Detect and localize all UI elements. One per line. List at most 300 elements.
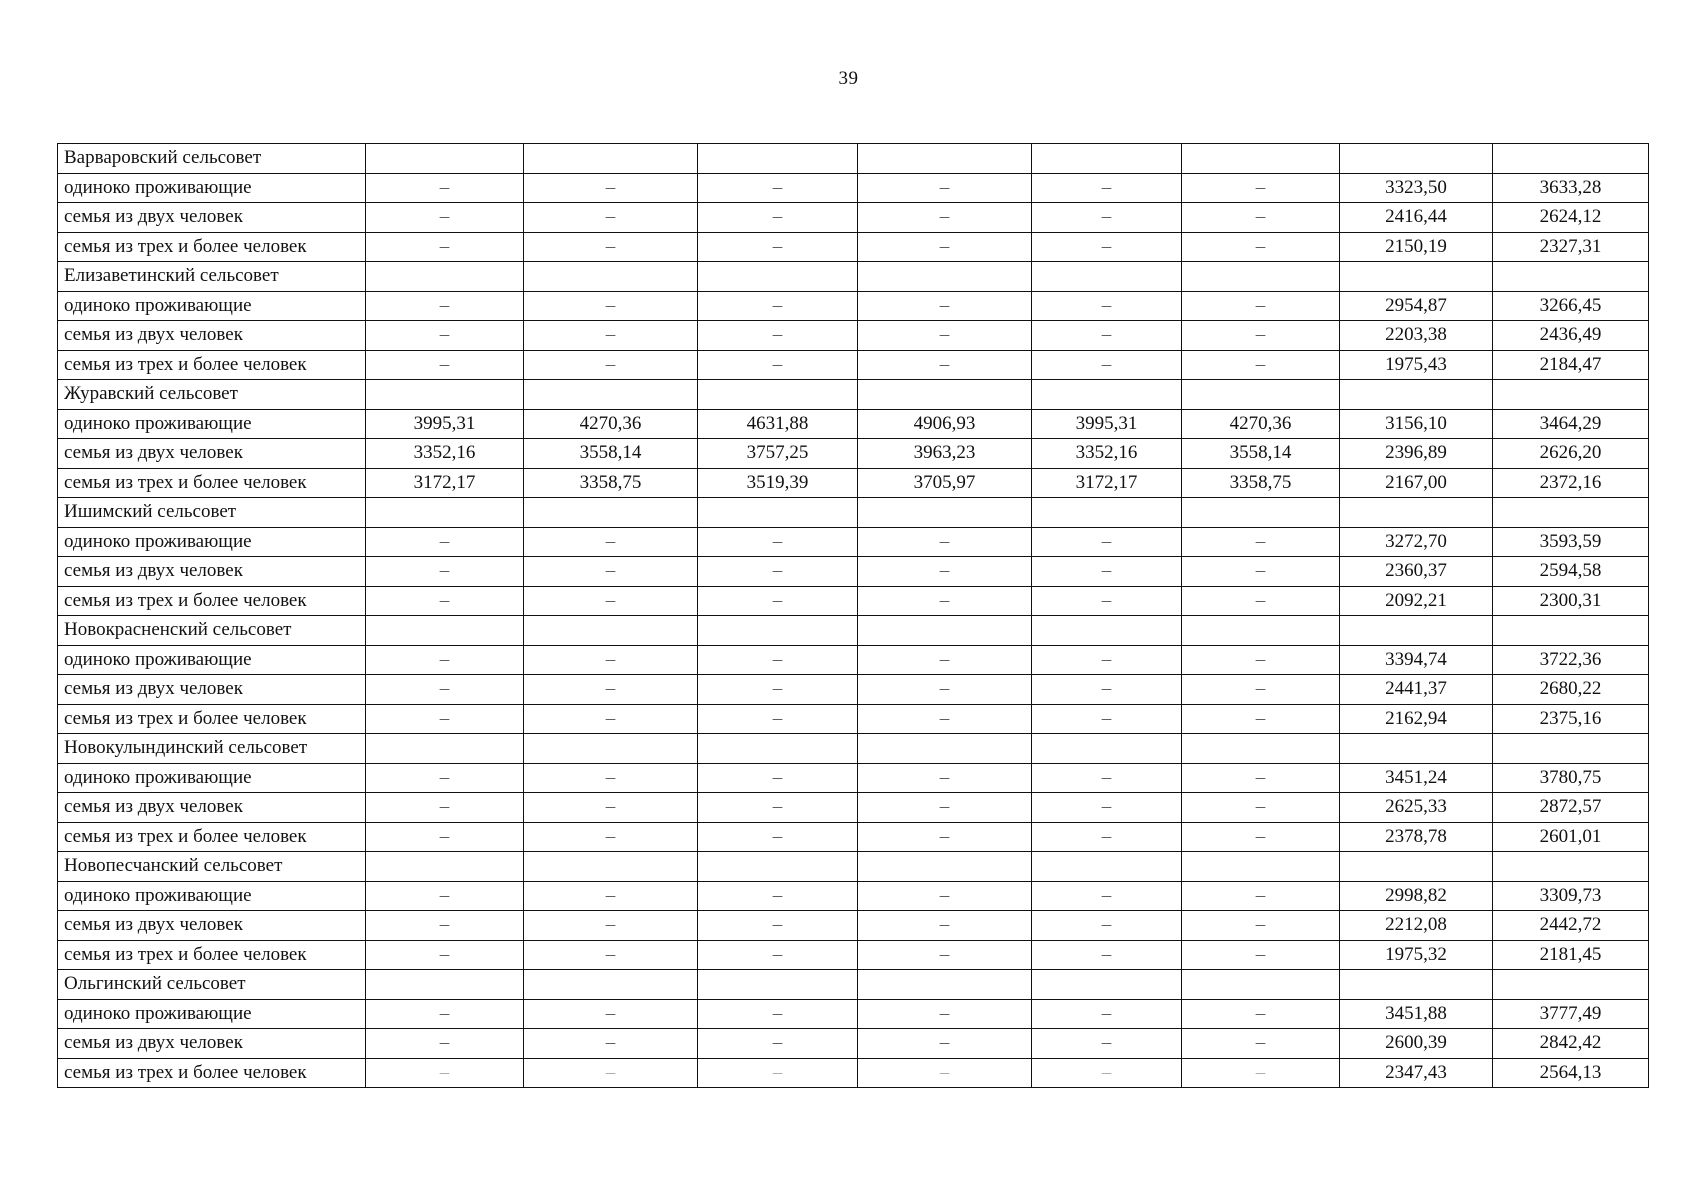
- value-cell: 3309,73: [1493, 881, 1649, 911]
- value-cell: 2626,20: [1493, 439, 1649, 469]
- value-cell: –: [858, 704, 1032, 734]
- value-cell: –: [858, 203, 1032, 233]
- value-cell: 2378,78: [1340, 822, 1493, 852]
- empty-cell: [1182, 144, 1340, 174]
- value-cell: 2625,33: [1340, 793, 1493, 823]
- value-cell: –: [366, 645, 524, 675]
- value-cell: –: [1182, 881, 1340, 911]
- row-label: семья из трех и более человек: [58, 1058, 366, 1088]
- empty-cell: [1493, 262, 1649, 292]
- empty-cell: [1182, 380, 1340, 410]
- value-cell: –: [858, 586, 1032, 616]
- value-cell: –: [698, 232, 858, 262]
- table-row: [58, 704, 1649, 734]
- value-cell: –: [858, 557, 1032, 587]
- value-cell: –: [858, 1029, 1032, 1059]
- value-cell: –: [524, 881, 698, 911]
- value-cell: –: [1182, 586, 1340, 616]
- value-cell: –: [366, 911, 524, 941]
- section-title: Варваровский сельсовет: [58, 144, 366, 174]
- value-cell: 2594,58: [1493, 557, 1649, 587]
- empty-cell: [366, 498, 524, 528]
- empty-cell: [524, 144, 698, 174]
- value-cell: –: [698, 704, 858, 734]
- value-cell: –: [366, 173, 524, 203]
- value-cell: 2601,01: [1493, 822, 1649, 852]
- value-cell: 2150,19: [1340, 232, 1493, 262]
- value-cell: 2436,49: [1493, 321, 1649, 351]
- value-cell: –: [524, 291, 698, 321]
- value-cell: –: [366, 321, 524, 351]
- section-header-row: [58, 262, 1649, 292]
- value-cell: –: [858, 350, 1032, 380]
- section-header-row: [58, 144, 1649, 174]
- value-cell: –: [1182, 793, 1340, 823]
- value-cell: –: [1182, 911, 1340, 941]
- value-cell: –: [1182, 1058, 1340, 1088]
- table-row: [58, 173, 1649, 203]
- empty-cell: [858, 144, 1032, 174]
- value-cell: –: [1032, 350, 1182, 380]
- section-title: Елизаветинский сельсовет: [58, 262, 366, 292]
- value-cell: –: [698, 203, 858, 233]
- value-cell: –: [1032, 1029, 1182, 1059]
- value-cell: –: [366, 586, 524, 616]
- value-cell: –: [1032, 704, 1182, 734]
- value-cell: 2375,16: [1493, 704, 1649, 734]
- value-cell: –: [698, 527, 858, 557]
- empty-cell: [366, 852, 524, 882]
- value-cell: 2360,37: [1340, 557, 1493, 587]
- value-cell: –: [1182, 675, 1340, 705]
- value-cell: –: [698, 350, 858, 380]
- row-label: одиноко проживающие: [58, 527, 366, 557]
- value-cell: –: [1032, 793, 1182, 823]
- value-cell: 2442,72: [1493, 911, 1649, 941]
- value-cell: –: [1032, 1058, 1182, 1088]
- value-cell: –: [698, 321, 858, 351]
- value-cell: –: [698, 881, 858, 911]
- value-cell: –: [1032, 822, 1182, 852]
- row-label: семья из двух человек: [58, 793, 366, 823]
- section-title: Новокулындинский сельсовет: [58, 734, 366, 764]
- value-cell: –: [366, 527, 524, 557]
- value-cell: 3593,59: [1493, 527, 1649, 557]
- value-cell: –: [524, 173, 698, 203]
- value-cell: –: [524, 645, 698, 675]
- row-label: семья из трех и более человек: [58, 350, 366, 380]
- empty-cell: [1493, 144, 1649, 174]
- value-cell: 3558,14: [524, 439, 698, 469]
- value-cell: –: [1032, 645, 1182, 675]
- empty-cell: [524, 616, 698, 646]
- value-cell: –: [698, 586, 858, 616]
- value-cell: 3394,74: [1340, 645, 1493, 675]
- value-cell: –: [524, 350, 698, 380]
- section-header-row: [58, 616, 1649, 646]
- table-row: [58, 232, 1649, 262]
- table-row: [58, 675, 1649, 705]
- empty-cell: [1032, 970, 1182, 1000]
- value-cell: –: [524, 321, 698, 351]
- value-cell: –: [698, 557, 858, 587]
- value-cell: –: [366, 881, 524, 911]
- value-cell: –: [1182, 940, 1340, 970]
- empty-cell: [1182, 970, 1340, 1000]
- value-cell: 2680,22: [1493, 675, 1649, 705]
- value-cell: –: [698, 173, 858, 203]
- value-cell: 2998,82: [1340, 881, 1493, 911]
- row-label: семья из двух человек: [58, 203, 366, 233]
- value-cell: –: [524, 527, 698, 557]
- section-header-row: [58, 498, 1649, 528]
- value-cell: –: [698, 822, 858, 852]
- section-title: Новокрасненский сельсовет: [58, 616, 366, 646]
- empty-cell: [858, 380, 1032, 410]
- empty-cell: [1032, 852, 1182, 882]
- value-cell: –: [366, 203, 524, 233]
- value-cell: –: [366, 940, 524, 970]
- value-cell: 1975,43: [1340, 350, 1493, 380]
- empty-cell: [524, 380, 698, 410]
- value-cell: –: [524, 675, 698, 705]
- value-cell: –: [1032, 763, 1182, 793]
- value-cell: –: [366, 793, 524, 823]
- empty-cell: [698, 144, 858, 174]
- table-row: [58, 291, 1649, 321]
- value-cell: –: [858, 999, 1032, 1029]
- value-cell: –: [1182, 704, 1340, 734]
- table-row: [58, 999, 1649, 1029]
- value-cell: –: [1182, 291, 1340, 321]
- empty-cell: [524, 852, 698, 882]
- value-cell: 3172,17: [366, 468, 524, 498]
- table-row: [58, 645, 1649, 675]
- value-cell: –: [366, 350, 524, 380]
- value-cell: –: [1182, 203, 1340, 233]
- table-row: [58, 822, 1649, 852]
- value-cell: –: [698, 1058, 858, 1088]
- table-row: [58, 439, 1649, 469]
- table-row: [58, 586, 1649, 616]
- row-label: семья из трех и более человек: [58, 586, 366, 616]
- value-cell: –: [524, 1029, 698, 1059]
- value-cell: –: [524, 911, 698, 941]
- value-cell: –: [1182, 557, 1340, 587]
- value-cell: –: [1032, 232, 1182, 262]
- value-cell: –: [858, 1058, 1032, 1088]
- value-cell: 2347,43: [1340, 1058, 1493, 1088]
- empty-cell: [1032, 262, 1182, 292]
- empty-cell: [858, 734, 1032, 764]
- empty-cell: [1340, 734, 1493, 764]
- empty-cell: [366, 616, 524, 646]
- table-row: [58, 468, 1649, 498]
- empty-cell: [1182, 616, 1340, 646]
- empty-cell: [1182, 262, 1340, 292]
- empty-cell: [1032, 616, 1182, 646]
- value-cell: 3519,39: [698, 468, 858, 498]
- value-cell: –: [1032, 586, 1182, 616]
- value-cell: –: [858, 940, 1032, 970]
- table-row: [58, 763, 1649, 793]
- value-cell: 2624,12: [1493, 203, 1649, 233]
- value-cell: 2092,21: [1340, 586, 1493, 616]
- value-cell: –: [698, 1029, 858, 1059]
- value-cell: 3995,31: [1032, 409, 1182, 439]
- value-cell: 1975,32: [1340, 940, 1493, 970]
- empty-cell: [698, 852, 858, 882]
- empty-cell: [1340, 498, 1493, 528]
- row-label: семья из двух человек: [58, 1029, 366, 1059]
- value-cell: –: [698, 999, 858, 1029]
- value-cell: –: [524, 763, 698, 793]
- empty-cell: [1340, 262, 1493, 292]
- empty-cell: [1340, 616, 1493, 646]
- empty-cell: [1493, 616, 1649, 646]
- section-header-row: [58, 734, 1649, 764]
- value-cell: –: [1032, 911, 1182, 941]
- table-row: [58, 203, 1649, 233]
- value-cell: –: [1182, 1029, 1340, 1059]
- empty-cell: [524, 734, 698, 764]
- value-cell: –: [698, 291, 858, 321]
- row-label: одиноко проживающие: [58, 999, 366, 1029]
- table-row: [58, 793, 1649, 823]
- empty-cell: [1032, 734, 1182, 764]
- value-cell: –: [858, 675, 1032, 705]
- value-cell: –: [858, 645, 1032, 675]
- value-cell: –: [1032, 557, 1182, 587]
- row-label: одиноко проживающие: [58, 763, 366, 793]
- value-cell: 3352,16: [366, 439, 524, 469]
- empty-cell: [1032, 144, 1182, 174]
- section-header-row: [58, 970, 1649, 1000]
- value-cell: –: [858, 822, 1032, 852]
- value-cell: –: [1032, 881, 1182, 911]
- value-cell: –: [698, 793, 858, 823]
- value-cell: –: [858, 911, 1032, 941]
- value-cell: 3464,29: [1493, 409, 1649, 439]
- value-cell: –: [1182, 645, 1340, 675]
- value-cell: 3780,75: [1493, 763, 1649, 793]
- table-body: [58, 144, 1649, 1088]
- value-cell: 2212,08: [1340, 911, 1493, 941]
- empty-cell: [698, 734, 858, 764]
- empty-cell: [1493, 734, 1649, 764]
- table-row: [58, 881, 1649, 911]
- empty-cell: [698, 970, 858, 1000]
- empty-cell: [524, 970, 698, 1000]
- value-cell: 2842,42: [1493, 1029, 1649, 1059]
- empty-cell: [1032, 380, 1182, 410]
- row-label: одиноко проживающие: [58, 881, 366, 911]
- value-cell: 3995,31: [366, 409, 524, 439]
- value-cell: 3705,97: [858, 468, 1032, 498]
- section-header-row: [58, 380, 1649, 410]
- value-cell: 3777,49: [1493, 999, 1649, 1029]
- empty-cell: [698, 498, 858, 528]
- value-cell: –: [1032, 173, 1182, 203]
- value-cell: –: [698, 911, 858, 941]
- value-cell: –: [366, 675, 524, 705]
- row-label: семья из трех и более человек: [58, 468, 366, 498]
- section-header-row: [58, 852, 1649, 882]
- table-row: [58, 940, 1649, 970]
- value-cell: –: [1182, 321, 1340, 351]
- value-cell: –: [858, 527, 1032, 557]
- value-cell: –: [366, 704, 524, 734]
- value-cell: 4631,88: [698, 409, 858, 439]
- value-cell: –: [366, 999, 524, 1029]
- value-cell: –: [1182, 822, 1340, 852]
- value-cell: –: [1182, 173, 1340, 203]
- table-row: [58, 527, 1649, 557]
- value-cell: –: [366, 1058, 524, 1088]
- value-cell: 3266,45: [1493, 291, 1649, 321]
- value-cell: 2564,13: [1493, 1058, 1649, 1088]
- value-cell: –: [858, 173, 1032, 203]
- row-label: семья из двух человек: [58, 439, 366, 469]
- value-cell: –: [1032, 999, 1182, 1029]
- value-cell: 2396,89: [1340, 439, 1493, 469]
- value-cell: –: [858, 321, 1032, 351]
- value-cell: 2162,94: [1340, 704, 1493, 734]
- empty-cell: [698, 616, 858, 646]
- value-cell: –: [698, 675, 858, 705]
- value-cell: 3963,23: [858, 439, 1032, 469]
- value-cell: 2203,38: [1340, 321, 1493, 351]
- value-cell: 2300,31: [1493, 586, 1649, 616]
- row-label: семья из трех и более человек: [58, 940, 366, 970]
- value-cell: –: [366, 1029, 524, 1059]
- value-cell: –: [1182, 527, 1340, 557]
- empty-cell: [1032, 498, 1182, 528]
- row-label: одиноко проживающие: [58, 173, 366, 203]
- empty-cell: [1340, 970, 1493, 1000]
- page-number: 39: [838, 68, 859, 89]
- empty-cell: [698, 262, 858, 292]
- table-row: [58, 1029, 1649, 1059]
- value-cell: 2416,44: [1340, 203, 1493, 233]
- value-cell: 3323,50: [1340, 173, 1493, 203]
- value-cell: 2327,31: [1493, 232, 1649, 262]
- value-cell: 3722,36: [1493, 645, 1649, 675]
- empty-cell: [366, 144, 524, 174]
- value-cell: 3358,75: [1182, 468, 1340, 498]
- value-cell: 2167,00: [1340, 468, 1493, 498]
- value-cell: –: [698, 763, 858, 793]
- value-cell: –: [366, 822, 524, 852]
- value-cell: 3451,88: [1340, 999, 1493, 1029]
- empty-cell: [1493, 852, 1649, 882]
- value-cell: 3633,28: [1493, 173, 1649, 203]
- empty-cell: [1493, 970, 1649, 1000]
- value-cell: 3451,24: [1340, 763, 1493, 793]
- value-cell: 2872,57: [1493, 793, 1649, 823]
- row-label: одиноко проживающие: [58, 409, 366, 439]
- empty-cell: [858, 970, 1032, 1000]
- row-label: семья из двух человек: [58, 675, 366, 705]
- value-cell: 3172,17: [1032, 468, 1182, 498]
- value-cell: 3358,75: [524, 468, 698, 498]
- row-label: семья из трех и более человек: [58, 704, 366, 734]
- empty-cell: [1340, 144, 1493, 174]
- empty-cell: [1493, 498, 1649, 528]
- row-label: семья из двух человек: [58, 911, 366, 941]
- tariff-table: [57, 143, 1649, 1088]
- value-cell: –: [366, 291, 524, 321]
- value-cell: –: [1032, 321, 1182, 351]
- table-row: [58, 409, 1649, 439]
- empty-cell: [1340, 380, 1493, 410]
- empty-cell: [366, 970, 524, 1000]
- table-row: [58, 321, 1649, 351]
- section-title: Ишимский сельсовет: [58, 498, 366, 528]
- section-title: Новопесчанский сельсовет: [58, 852, 366, 882]
- value-cell: –: [1032, 675, 1182, 705]
- value-cell: –: [698, 645, 858, 675]
- value-cell: 4270,36: [524, 409, 698, 439]
- value-cell: –: [524, 822, 698, 852]
- row-label: семья из трех и более человек: [58, 822, 366, 852]
- value-cell: –: [524, 203, 698, 233]
- row-label: семья из двух человек: [58, 557, 366, 587]
- empty-cell: [858, 498, 1032, 528]
- value-cell: –: [1032, 527, 1182, 557]
- row-label: семья из трех и более человек: [58, 232, 366, 262]
- empty-cell: [366, 380, 524, 410]
- value-cell: 3156,10: [1340, 409, 1493, 439]
- value-cell: 3352,16: [1032, 439, 1182, 469]
- table-row: [58, 557, 1649, 587]
- empty-cell: [524, 498, 698, 528]
- empty-cell: [524, 262, 698, 292]
- value-cell: –: [366, 232, 524, 262]
- value-cell: –: [524, 704, 698, 734]
- value-cell: 2954,87: [1340, 291, 1493, 321]
- value-cell: 3558,14: [1182, 439, 1340, 469]
- value-cell: –: [366, 763, 524, 793]
- value-cell: –: [524, 232, 698, 262]
- empty-cell: [366, 734, 524, 764]
- value-cell: –: [524, 586, 698, 616]
- value-cell: –: [858, 291, 1032, 321]
- empty-cell: [858, 616, 1032, 646]
- section-title: Журавский сельсовет: [58, 380, 366, 410]
- value-cell: –: [1182, 350, 1340, 380]
- empty-cell: [858, 262, 1032, 292]
- value-cell: –: [858, 793, 1032, 823]
- value-cell: 2181,45: [1493, 940, 1649, 970]
- value-cell: 4270,36: [1182, 409, 1340, 439]
- empty-cell: [858, 852, 1032, 882]
- empty-cell: [698, 380, 858, 410]
- value-cell: –: [1182, 232, 1340, 262]
- value-cell: –: [858, 232, 1032, 262]
- value-cell: –: [1032, 203, 1182, 233]
- value-cell: –: [1182, 999, 1340, 1029]
- value-cell: –: [1182, 763, 1340, 793]
- empty-cell: [1493, 380, 1649, 410]
- value-cell: –: [524, 1058, 698, 1088]
- value-cell: 3757,25: [698, 439, 858, 469]
- row-label: одиноко проживающие: [58, 291, 366, 321]
- value-cell: –: [524, 999, 698, 1029]
- empty-cell: [1182, 498, 1340, 528]
- value-cell: –: [524, 793, 698, 823]
- value-cell: –: [524, 940, 698, 970]
